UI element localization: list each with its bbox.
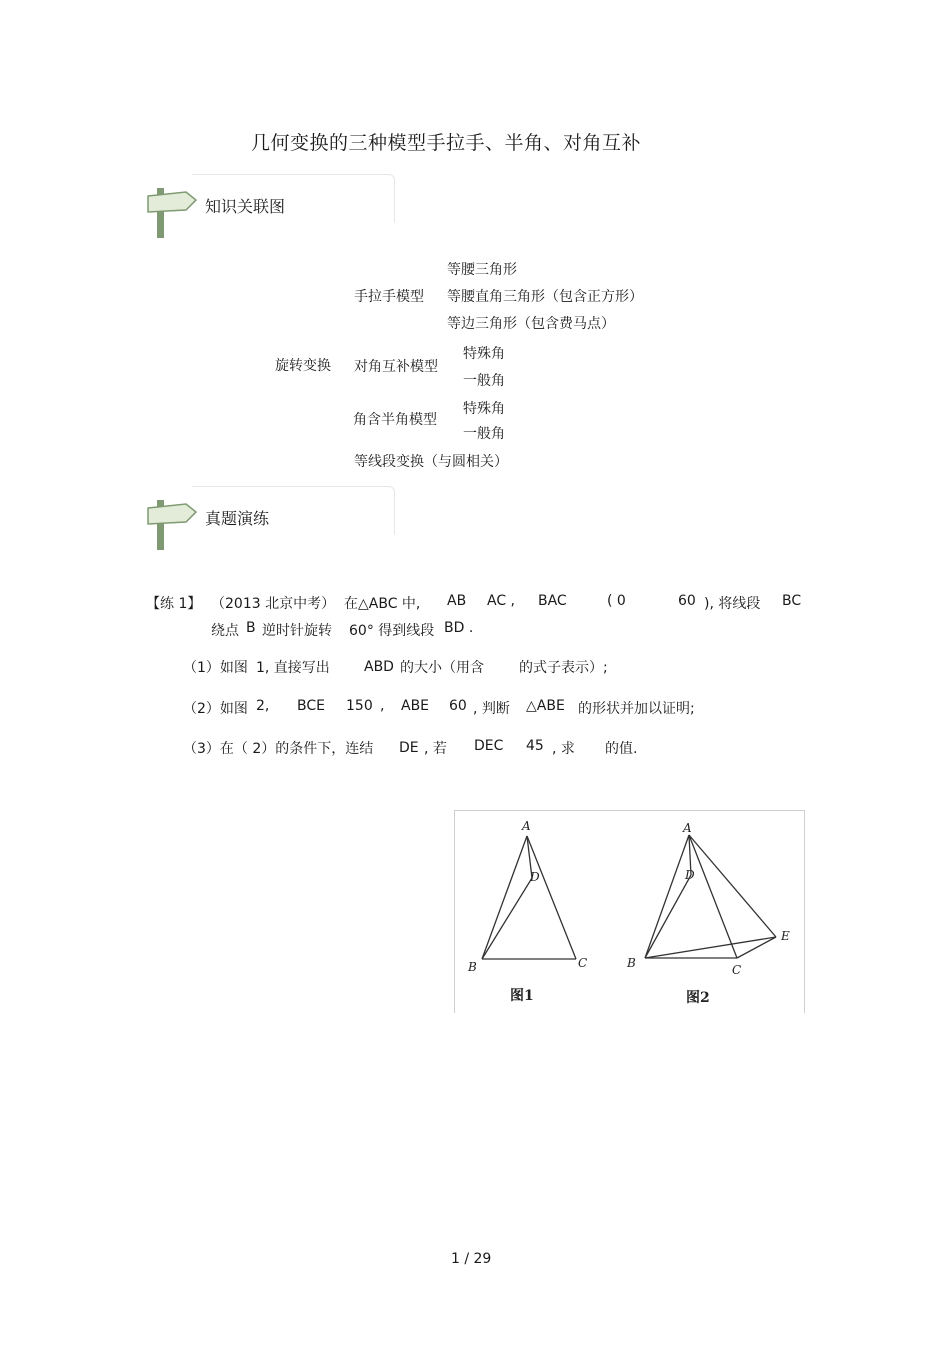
question-3: , 求 xyxy=(552,741,575,757)
section-title: 真题演练 xyxy=(205,509,270,528)
tree-leaf: 一般角 xyxy=(463,373,505,389)
problem-text: 逆时针旋转 xyxy=(262,623,332,639)
tree-leaf: 一般角 xyxy=(463,426,505,442)
question-2: 150 xyxy=(346,698,373,714)
point-label: E xyxy=(781,929,790,943)
question-1: 的式子表示）; xyxy=(519,660,608,676)
question-3: DEC xyxy=(474,738,504,754)
question-2: ABE xyxy=(401,698,430,714)
question-1: （1）如图 xyxy=(183,660,248,676)
question-3: , 若 xyxy=(424,741,447,757)
tree-leaf: 特殊角 xyxy=(463,346,505,362)
question-2: （2）如图 xyxy=(183,701,248,717)
problem-tag: 【练 1】 xyxy=(146,596,202,612)
problem-text: BC xyxy=(782,593,802,609)
point-label: A xyxy=(683,821,692,835)
problem-text: AB xyxy=(447,593,467,609)
page-number: 1 / 29 xyxy=(451,1251,492,1267)
tree-branch: 对角互补模型 xyxy=(354,359,438,375)
question-2: 2, xyxy=(256,698,270,714)
problem-text: ), 将线段 xyxy=(704,596,761,612)
figure-caption: 图2 xyxy=(686,990,710,1006)
section-header-practice xyxy=(146,486,406,546)
geometry-figure xyxy=(454,810,805,1013)
question-3: （3）在（ 2）的条件下，连结 xyxy=(183,741,374,757)
point-label: D xyxy=(530,870,540,884)
tree-leaf: 等腰三角形 xyxy=(447,262,517,278)
tree-leaf: 特殊角 xyxy=(463,401,505,417)
problem-text: 60 xyxy=(678,593,696,609)
question-3: DE xyxy=(399,740,419,756)
tree-branch: 手拉手模型 xyxy=(354,289,424,305)
figure-1-labels xyxy=(467,819,587,1004)
point-label: B xyxy=(468,960,477,974)
question-2: 的形状并加以证明; xyxy=(578,701,695,717)
point-label: C xyxy=(578,956,588,970)
question-2: , xyxy=(380,698,385,714)
question-2: △ABE xyxy=(526,698,565,714)
question-3: 45 xyxy=(526,738,544,754)
problem-text: 在△ABC 中, xyxy=(344,596,421,612)
figure-2-lines xyxy=(645,835,776,958)
figure-2-labels xyxy=(626,821,790,1006)
tree-leaf: 等边三角形（包含费马点） xyxy=(447,316,615,332)
signpost-icon xyxy=(146,184,202,246)
problem-text: 60° 得到线段 xyxy=(349,623,435,639)
problem-text: BAC xyxy=(538,593,567,609)
point-label: D xyxy=(685,868,695,882)
problem-text: 绕点 xyxy=(211,623,239,639)
tree-branch: 等线段变换（与圆相关） xyxy=(354,454,508,470)
question-3: 的值. xyxy=(605,741,638,757)
geometry-figure-drawing xyxy=(455,811,804,1013)
figure-caption: 图1 xyxy=(510,988,534,1004)
problem-text: AC , xyxy=(487,593,516,609)
tree-root: 旋转变换 xyxy=(275,358,331,374)
question-1: ABD xyxy=(364,659,394,675)
problem-text: ( 0 xyxy=(607,593,626,609)
question-1: 1, 直接写出 xyxy=(256,660,330,676)
question-1: 的大小（用含 xyxy=(400,660,484,676)
tree-leaf: 等腰直角三角形（包含正方形） xyxy=(447,289,643,305)
point-label: B xyxy=(627,956,636,970)
section-header-knowledge xyxy=(146,174,406,234)
signpost-icon xyxy=(146,496,202,558)
figure-1-lines xyxy=(482,836,576,959)
question-2: 60 xyxy=(449,698,467,714)
point-label: A xyxy=(522,819,531,833)
tree-branch: 角含半角模型 xyxy=(353,412,437,428)
page-title: 几何变换的三种模型手拉手、半角、对角互补 xyxy=(251,132,642,154)
question-2: , 判断 xyxy=(473,701,510,717)
problem-source: （2013 北京中考） xyxy=(211,596,336,612)
point-label: C xyxy=(732,963,742,977)
problem-text: B xyxy=(246,620,256,636)
problem-text: BD . xyxy=(444,620,474,636)
section-title: 知识关联图 xyxy=(205,197,286,216)
question-2: BCE xyxy=(297,698,325,714)
